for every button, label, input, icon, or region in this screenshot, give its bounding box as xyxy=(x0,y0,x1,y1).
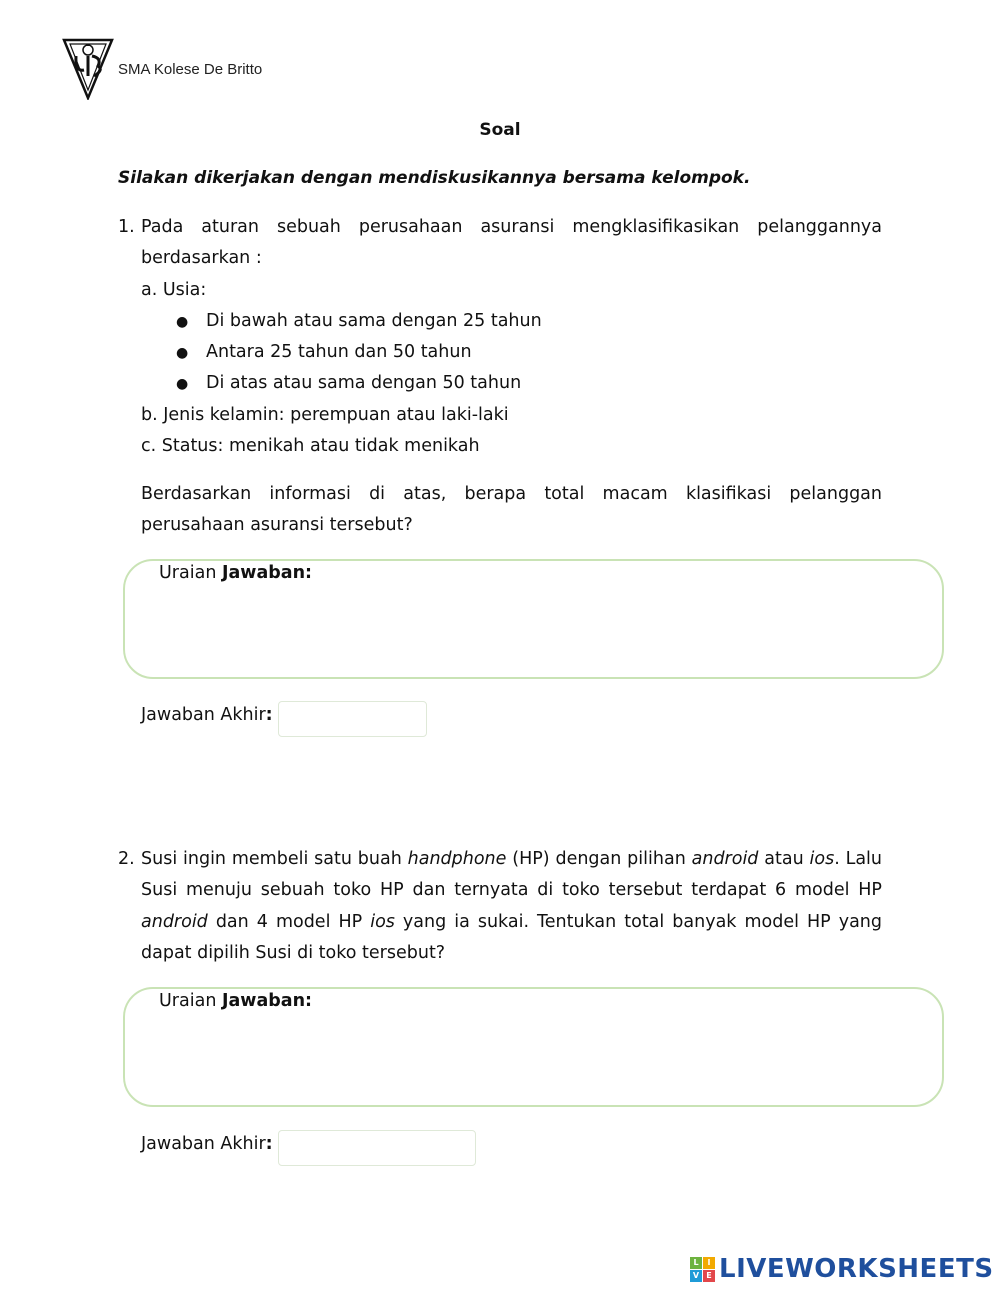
instruction: Silakan dikerjakan dengan mendiskusikannya bersama kelompok. xyxy=(118,168,751,188)
question-2-number: 2. xyxy=(118,849,135,869)
final-answer-2-label: Jawaban Akhir: xyxy=(141,1134,273,1154)
question-1-item-b: b. Jenis kelamin: perempuan atau laki-laki xyxy=(141,405,509,425)
final-answer-2-input[interactable] xyxy=(278,1130,476,1166)
answer-box-1-label: Uraian Jawaban: xyxy=(159,563,313,583)
question-2-line-4: dapat dipilih Susi di toko tersebut? xyxy=(141,943,446,963)
question-2-line-1: Susi ingin membeli satu buah handphone (HP) dengan pilihan android atau ios. Lalu xyxy=(141,849,883,869)
bullet-item-3: Di atas atau sama dengan 50 tahun xyxy=(206,373,522,393)
school-name: SMA Kolese De Britto xyxy=(118,61,263,78)
question-1-item-c: c. Status: menikah atau tidak menikah xyxy=(141,436,480,456)
question-1-prompt-line-2: perusahaan asuransi tersebut? xyxy=(141,515,413,535)
question-2-line-2: Susi menuju sebuah toko HP dan ternyata di toko tersebut terdapat 6 model HP xyxy=(141,880,882,900)
question-1-line-2: berdasarkan : xyxy=(141,248,262,268)
school-logo xyxy=(62,36,114,100)
brand-name: LIVEWORKSHEETS xyxy=(719,1254,994,1284)
bullet-item-2: Antara 25 tahun dan 50 tahun xyxy=(206,342,472,362)
final-answer-1-input[interactable] xyxy=(278,701,427,737)
liveworksheets-logo-icon: L I V E xyxy=(690,1257,715,1282)
page-title: Soal xyxy=(479,120,521,140)
question-1-line-1: Pada aturan sebuah perusahaan asuransi mengklasifikasikan pelanggannya xyxy=(141,217,882,237)
question-2-line-3: android dan 4 model HP ios yang ia sukai. Tentukan total banyak model HP yang xyxy=(141,912,882,932)
question-1-prompt-line-1: Berdasarkan informasi di atas, berapa total macam klasifikasi pelanggan xyxy=(141,484,882,504)
answer-box-2-label: Uraian Jawaban: xyxy=(159,991,313,1011)
bullet-item-1: Di bawah atau sama dengan 25 tahun xyxy=(206,311,542,331)
bullet-icon: ● xyxy=(176,314,189,330)
bullet-icon: ● xyxy=(176,345,189,361)
bullet-icon: ● xyxy=(176,376,189,392)
question-1-item-a: a. Usia: xyxy=(141,280,207,300)
question-1-number: 1. xyxy=(118,217,135,237)
liveworksheets-brand xyxy=(690,1254,994,1284)
final-answer-1-label: Jawaban Akhir: xyxy=(141,705,273,725)
